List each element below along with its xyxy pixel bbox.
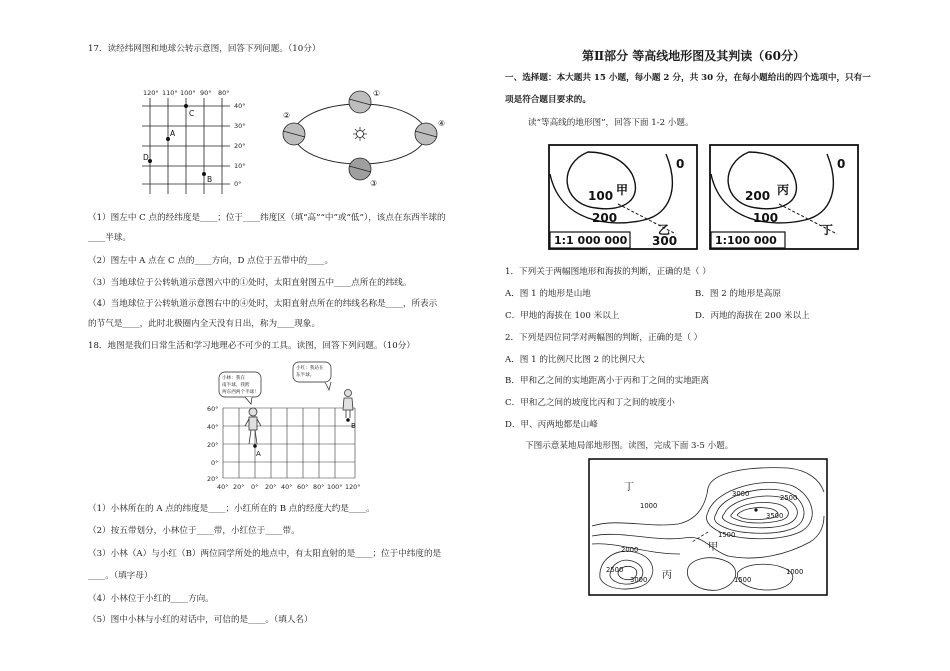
topo-label: 1000 xyxy=(786,568,804,576)
topo-label: 3000 xyxy=(630,576,648,584)
grid-point-c xyxy=(184,104,188,108)
answer-option: A．图 1 的地形是山地 xyxy=(505,289,591,299)
grid-lon-label: 80° xyxy=(218,89,230,97)
answer-option: D．甲、丙两地都是山峰 xyxy=(505,420,598,430)
speech-bubble-b xyxy=(293,362,331,382)
orbit-position-label: ④ xyxy=(438,119,446,128)
answer-option: B．甲和乙之间的实地距离小于丙和丁之间的实地距离 xyxy=(505,376,709,386)
q17-item: （1）图左中 C 点的经纬度是____；位于____纬度区（填“高”“中”或“低”），该点在东西半球的 xyxy=(88,213,446,223)
q18-item: （2）按五带划分，小林位于____带，小红位于____带。 xyxy=(88,526,300,536)
answer-option: C．甲地的海拔在 100 米以上 xyxy=(505,311,620,321)
answer-option: B．图 2 的地形是高原 xyxy=(695,289,781,299)
q18-item: （4）小林位于小红的____方向。 xyxy=(88,594,214,604)
instructions-line: 一、选择题：本大题共 15 小题，每小题 2 分，共 30 分，在每小题给出的四个选项中，只有一 xyxy=(505,73,871,83)
q17-item: ____半球。 xyxy=(88,233,131,243)
map2-label: 丁 xyxy=(821,223,834,237)
map1-label: 300 xyxy=(652,234,678,248)
grid-lon-label: 110° xyxy=(162,89,178,97)
map2-label: 200 xyxy=(745,189,771,203)
bubble-b-text: 东半球。 xyxy=(296,373,315,378)
q18-item: （1）小林所在的 A 点的纬度是____；小红所在的 B 点的经度大约是____。 xyxy=(88,504,375,514)
map-lon-label: 40° xyxy=(217,483,229,491)
grid-lat-label: 30° xyxy=(234,122,246,130)
map2-label: 丙 xyxy=(777,183,790,197)
map-lon-label: 100° xyxy=(327,483,343,491)
question-stem: 2．下列是四位同学对两幅图的判断，正确的是（ ） xyxy=(505,333,703,343)
map-lat-label: 60° xyxy=(207,405,219,413)
grid-point-b xyxy=(202,172,206,176)
answer-option: D．丙地的海拔在 200 米以上 xyxy=(695,311,810,321)
topo-label: 3000 xyxy=(732,490,750,498)
map1-label: 0 xyxy=(676,157,685,171)
map1-label: 100 xyxy=(588,189,614,203)
q17-item: （4）当地球位于公转轨道示意图右中的④处时，太阳直射点所在的纬线名称是____，所表示 xyxy=(88,299,438,309)
topo-label: 3500 xyxy=(766,512,784,520)
map-lon-label: 20° xyxy=(265,483,277,491)
bubble-a-text: 南半球，我跨 xyxy=(222,383,250,388)
topo-label: 1500 xyxy=(734,576,752,584)
sun-icon xyxy=(357,131,364,138)
grid-point-label: A xyxy=(170,129,176,138)
topo-label: 丁 xyxy=(624,482,634,493)
map-lon-label: 40° xyxy=(281,483,293,491)
map2-scale: 1:100 000 xyxy=(715,234,777,247)
q18-cartoon-map-figure xyxy=(205,360,365,492)
grid-point-label: D xyxy=(143,153,149,162)
map-lat-label: 0° xyxy=(211,459,219,467)
orbit-position-label: ② xyxy=(283,111,291,120)
grid-point-label: C xyxy=(189,109,195,118)
orbit-position-label: ① xyxy=(373,89,381,98)
map1-label: 甲 xyxy=(616,183,629,197)
q18-item: （5）图中小林与小红的对话中，可信的是____。（填人名） xyxy=(88,615,313,625)
topo-label: 2500 xyxy=(780,494,798,502)
q18-item: ____。（填字母） xyxy=(88,571,153,581)
topo-label: 2000 xyxy=(621,546,639,554)
map-lat-label: 20° xyxy=(207,475,219,483)
instructions-line: 项是符合题目要求的。 xyxy=(505,95,591,105)
map-lon-label: 0° xyxy=(251,483,259,491)
topo-label: 丙 xyxy=(662,570,672,581)
grid-point-label: B xyxy=(207,175,213,184)
grid-lat-label: 10° xyxy=(234,162,246,170)
topo-label: 甲 xyxy=(708,542,718,553)
answer-option: A．图 1 的比例尺比图 2 的比例尺大 xyxy=(505,355,645,365)
q18-item: （3）小林（A）与小红（B）两位同学所处的地点中，有太阳直射的是____；位于中纬度的是 xyxy=(88,549,442,559)
q17-item: 的节气是____，此时北极圈内全天没有日出，称为____现象。 xyxy=(88,319,321,329)
topo-label: 1000 xyxy=(640,502,658,510)
map-lon-label: 120° xyxy=(345,483,361,491)
q17-heading: 17．读经纬网图和地球公转示意图，回答下列问题。（10分） xyxy=(88,44,321,54)
map-lon-label: 60° xyxy=(297,483,309,491)
map1-scale: 1:1 000 000 xyxy=(554,234,628,247)
contour-map-2 xyxy=(709,144,859,252)
bubble-a-text: 小林：我在 xyxy=(222,376,245,381)
map-point-label: A xyxy=(256,450,261,458)
grid-lon-label: 120° xyxy=(143,89,159,97)
map2-label: 100 xyxy=(753,211,779,225)
bubble-a-text: 两东西两个半球！ xyxy=(222,390,259,395)
contour-map-1 xyxy=(548,144,698,252)
map1-label: 200 xyxy=(592,211,618,225)
topo-peak-point xyxy=(754,508,757,511)
girl-figure xyxy=(343,390,353,419)
topo-label: 2500 xyxy=(606,566,624,574)
grid-lat-label: 40° xyxy=(234,102,246,110)
topo-label: 1500 xyxy=(718,531,736,539)
latlong-grid-figure xyxy=(130,86,260,196)
map-point-label: B xyxy=(351,422,356,430)
map2-label: 0 xyxy=(837,157,846,171)
map1-label: 乙 xyxy=(658,223,671,237)
lead-text: 读“等高线的地形图”，回答下面 1-2 小题。 xyxy=(528,118,694,128)
grid-lon-label: 100° xyxy=(180,89,196,97)
grid-lon-label: 90° xyxy=(200,89,212,97)
answer-option: C．甲和乙之间的坡度比丙和丁之间的坡度小 xyxy=(505,398,675,408)
map-point-b xyxy=(346,418,350,422)
grid-lat-label: 0° xyxy=(234,180,242,188)
topographic-map xyxy=(588,458,828,598)
map-lat-label: 40° xyxy=(207,423,219,431)
map-lon-label: 80° xyxy=(313,483,325,491)
q18-heading: 18．地图是我们日常生活和学习地理必不可少的工具。读图，回答下列问题。（10分） xyxy=(88,341,415,351)
map-lat-label: 20° xyxy=(207,441,219,449)
orbit-position-label: ③ xyxy=(370,179,378,188)
map-lon-label: 20° xyxy=(233,483,245,491)
section-title: 第Ⅱ部分 等高线地形图及其判读（60分） xyxy=(582,49,805,63)
lead-text: 下图示意某地局部地形图。读图，完成下面 3-5 小题。 xyxy=(525,441,734,451)
map-point-a xyxy=(253,444,257,448)
q17-item: （3）当地球位于公转轨道示意图六中的①处时，太阳直射图五中____点所在的纬线。 xyxy=(88,278,412,288)
question-stem: 1．下列关于两幅图地形和海拔的判断，正确的是（ ） xyxy=(505,267,711,277)
bubble-b-text: 小红：我站在 xyxy=(296,366,324,371)
earth-orbit-figure xyxy=(280,82,450,192)
grid-lat-label: 20° xyxy=(234,142,246,150)
q17-item: （2）图左中 A 点在 C 点的____方向，D 点位于五带中的____。 xyxy=(88,256,334,266)
